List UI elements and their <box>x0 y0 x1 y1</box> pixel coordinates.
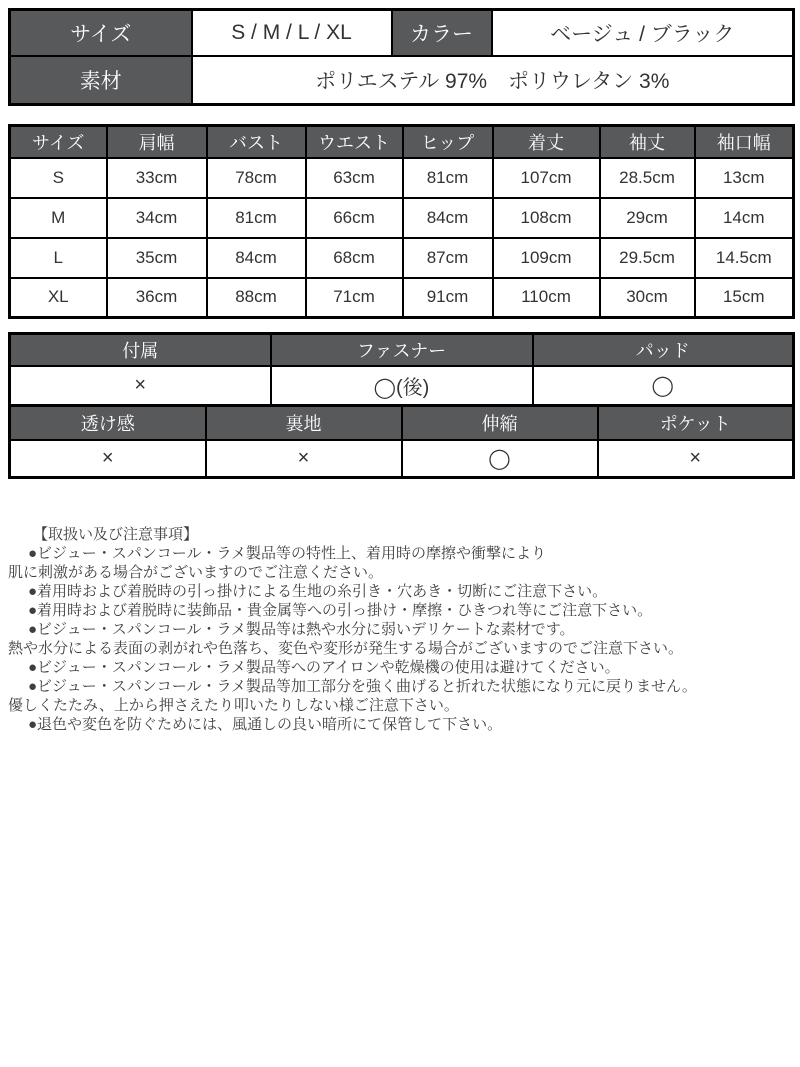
care-note-line: 優しくたたみ、上から押さえたり叩いたりしない様ご注意下さい。 <box>8 697 459 714</box>
care-notes-title: 【取扱い及び注意事項】 <box>33 526 199 543</box>
size-chart-cell: 68cm <box>306 238 403 278</box>
size-chart-row-xl <box>10 278 794 318</box>
size-chart-cell: 81cm <box>207 198 306 238</box>
spec-header-attachments: 付属 <box>10 334 271 366</box>
spec-header-lining: 裏地 <box>206 406 402 440</box>
care-note-line: ●ビジュー・スパンコール・ラメ製品等は熱や水分に弱いデリケートな素材です。 <box>28 621 575 638</box>
material-label-cell: 素材 <box>10 56 192 105</box>
size-value-cell: S / M / L / XL <box>192 10 392 56</box>
care-note-line: ●着用時および着脱時の引っ掛けによる生地の糸引き・穴あき・切断にご注意下さい。 <box>28 583 608 600</box>
size-chart-row-m <box>10 198 794 238</box>
size-chart-cell: 28.5cm <box>600 158 695 198</box>
size-chart-cell: 108cm <box>493 198 600 238</box>
spec-value-lining: × <box>206 440 402 478</box>
size-chart-cell: 91cm <box>403 278 493 318</box>
care-note-line: 肌に刺激がある場合がございますのでご注意ください。 <box>8 564 384 581</box>
product-info-row-material <box>10 56 794 105</box>
size-chart-cell: M <box>10 198 107 238</box>
size-chart-cell: L <box>10 238 107 278</box>
size-chart-cell: XL <box>10 278 107 318</box>
size-chart-header-length: 着丈 <box>493 126 600 158</box>
spec-header-stretch: 伸縮 <box>402 406 598 440</box>
size-chart-cell: 66cm <box>306 198 403 238</box>
size-chart-cell: 88cm <box>207 278 306 318</box>
spec-header-pocket: ポケット <box>598 406 794 440</box>
spec-value-fastener: ◯(後) <box>271 366 533 406</box>
size-label-cell: サイズ <box>10 10 192 56</box>
care-note-line: 熱や水分による表面の剥がれや色落ち、変色や変形が発生する場合がございますのでご注意下さい。 <box>8 640 684 657</box>
care-note-line: ●着用時および着脱時に装飾品・貴金属等への引っ掛け・摩擦・ひきつれ等にご注意下さい。 <box>28 602 653 619</box>
size-chart-cell: 81cm <box>403 158 493 198</box>
size-chart-cell: 13cm <box>695 158 794 198</box>
spec-value-pad: ◯ <box>533 366 794 406</box>
size-chart-cell: 109cm <box>493 238 600 278</box>
spec-value-sheerness: × <box>10 440 206 478</box>
size-chart-cell: 84cm <box>207 238 306 278</box>
size-chart-cell: S <box>10 158 107 198</box>
spec-features-header-row <box>10 406 794 440</box>
spec-value-pocket: × <box>598 440 794 478</box>
care-note-line: ●ビジュー・スパンコール・ラメ製品等加工部分を強く曲げると折れた状態になり元に戻りません。 <box>28 678 697 695</box>
material-value-cell: ポリエステル 97% ポリウレタン 3% <box>192 56 794 105</box>
size-chart-cell: 63cm <box>306 158 403 198</box>
size-chart-row-s <box>10 158 794 198</box>
spec-header-fastener: ファスナー <box>271 334 533 366</box>
size-chart-cell: 33cm <box>107 158 207 198</box>
spec-accessories-table <box>8 332 795 407</box>
size-chart-table <box>8 124 795 319</box>
spec-features-value-row <box>10 440 794 478</box>
size-chart-cell: 30cm <box>600 278 695 318</box>
size-chart-header-bust: バスト <box>207 126 306 158</box>
spec-accessories-value-row <box>10 366 794 406</box>
spec-header-sheerness: 透け感 <box>10 406 206 440</box>
size-chart-cell: 34cm <box>107 198 207 238</box>
product-info-table <box>8 8 795 106</box>
size-chart-cell: 78cm <box>207 158 306 198</box>
care-note-line: ●退色や変色を防ぐためには、風通しの良い暗所にて保管して下さい。 <box>28 716 503 733</box>
size-chart-header-waist: ウエスト <box>306 126 403 158</box>
size-chart-header-sleeve-length: 袖丈 <box>600 126 695 158</box>
size-chart-header-cuff-width: 袖口幅 <box>695 126 794 158</box>
care-note-line: ●ビジュー・スパンコール・ラメ製品等の特性上、着用時の摩擦や衝撃により <box>28 545 547 562</box>
size-chart-cell: 87cm <box>403 238 493 278</box>
size-chart-cell: 110cm <box>493 278 600 318</box>
size-chart-cell: 107cm <box>493 158 600 198</box>
size-chart-header-size: サイズ <box>10 126 107 158</box>
spec-value-attachments: × <box>10 366 271 406</box>
size-chart-row-l <box>10 238 794 278</box>
size-chart-cell: 14.5cm <box>695 238 794 278</box>
size-chart-header-row <box>10 126 794 158</box>
size-chart-cell: 14cm <box>695 198 794 238</box>
product-info-row-size-color <box>10 10 794 56</box>
size-chart-cell: 29.5cm <box>600 238 695 278</box>
spec-features-table <box>8 404 795 479</box>
size-chart-cell: 35cm <box>107 238 207 278</box>
color-label-cell: カラー <box>392 10 492 56</box>
size-chart-header-shoulder-width: 肩幅 <box>107 126 207 158</box>
size-chart-cell: 15cm <box>695 278 794 318</box>
size-chart-cell: 29cm <box>600 198 695 238</box>
size-chart-cell: 71cm <box>306 278 403 318</box>
size-chart-header-hip: ヒップ <box>403 126 493 158</box>
size-chart-cell: 36cm <box>107 278 207 318</box>
size-chart-cell: 84cm <box>403 198 493 238</box>
spec-header-pad: パッド <box>533 334 794 366</box>
spec-accessories-header-row <box>10 334 794 366</box>
care-notes <box>0 525 800 734</box>
color-value-cell: ベージュ / ブラック <box>492 10 794 56</box>
care-note-line: ●ビジュー・スパンコール・ラメ製品等へのアイロンや乾燥機の使用は避けてください。 <box>28 659 620 676</box>
spec-value-stretch: ◯ <box>402 440 598 478</box>
